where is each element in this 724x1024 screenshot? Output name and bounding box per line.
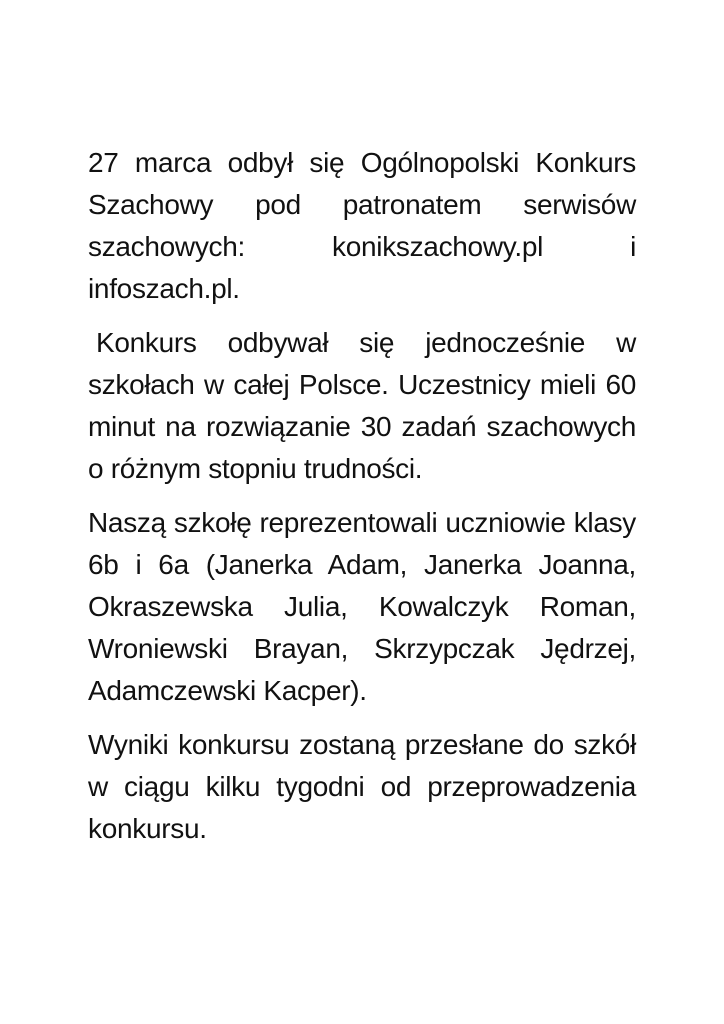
paragraph-competition-format: Konkurs odbywał się jednocześnie w szkołach w całej Polsce. Uczestnicy mieli 60 minut na rozwiązanie 30 zadań szachowych o różnym stopniu trudności. <box>88 327 636 484</box>
paragraph-school-representatives: Naszą szkołę reprezentowali uczniowie klasy 6b i 6a (Janerka Adam, Janerka Joanna, Okraszewska Julia, Kowalczyk Roman, Wroniewski Brayan, Skrzypczak Jędrzej, Adamczewski Kacper). <box>88 507 636 706</box>
document-body <box>88 142 636 862</box>
paragraph-results-info: Wyniki konkursu zostaną przesłane do szkół w ciągu kilku tygodni od przeprowadzenia konkursu. <box>88 729 636 844</box>
paragraph-competition-intro: 27 marca odbył się Ogólnopolski Konkurs Szachowy pod patronatem serwisów szachowych: konikszachowy.pl i infoszach.pl. <box>88 147 636 304</box>
